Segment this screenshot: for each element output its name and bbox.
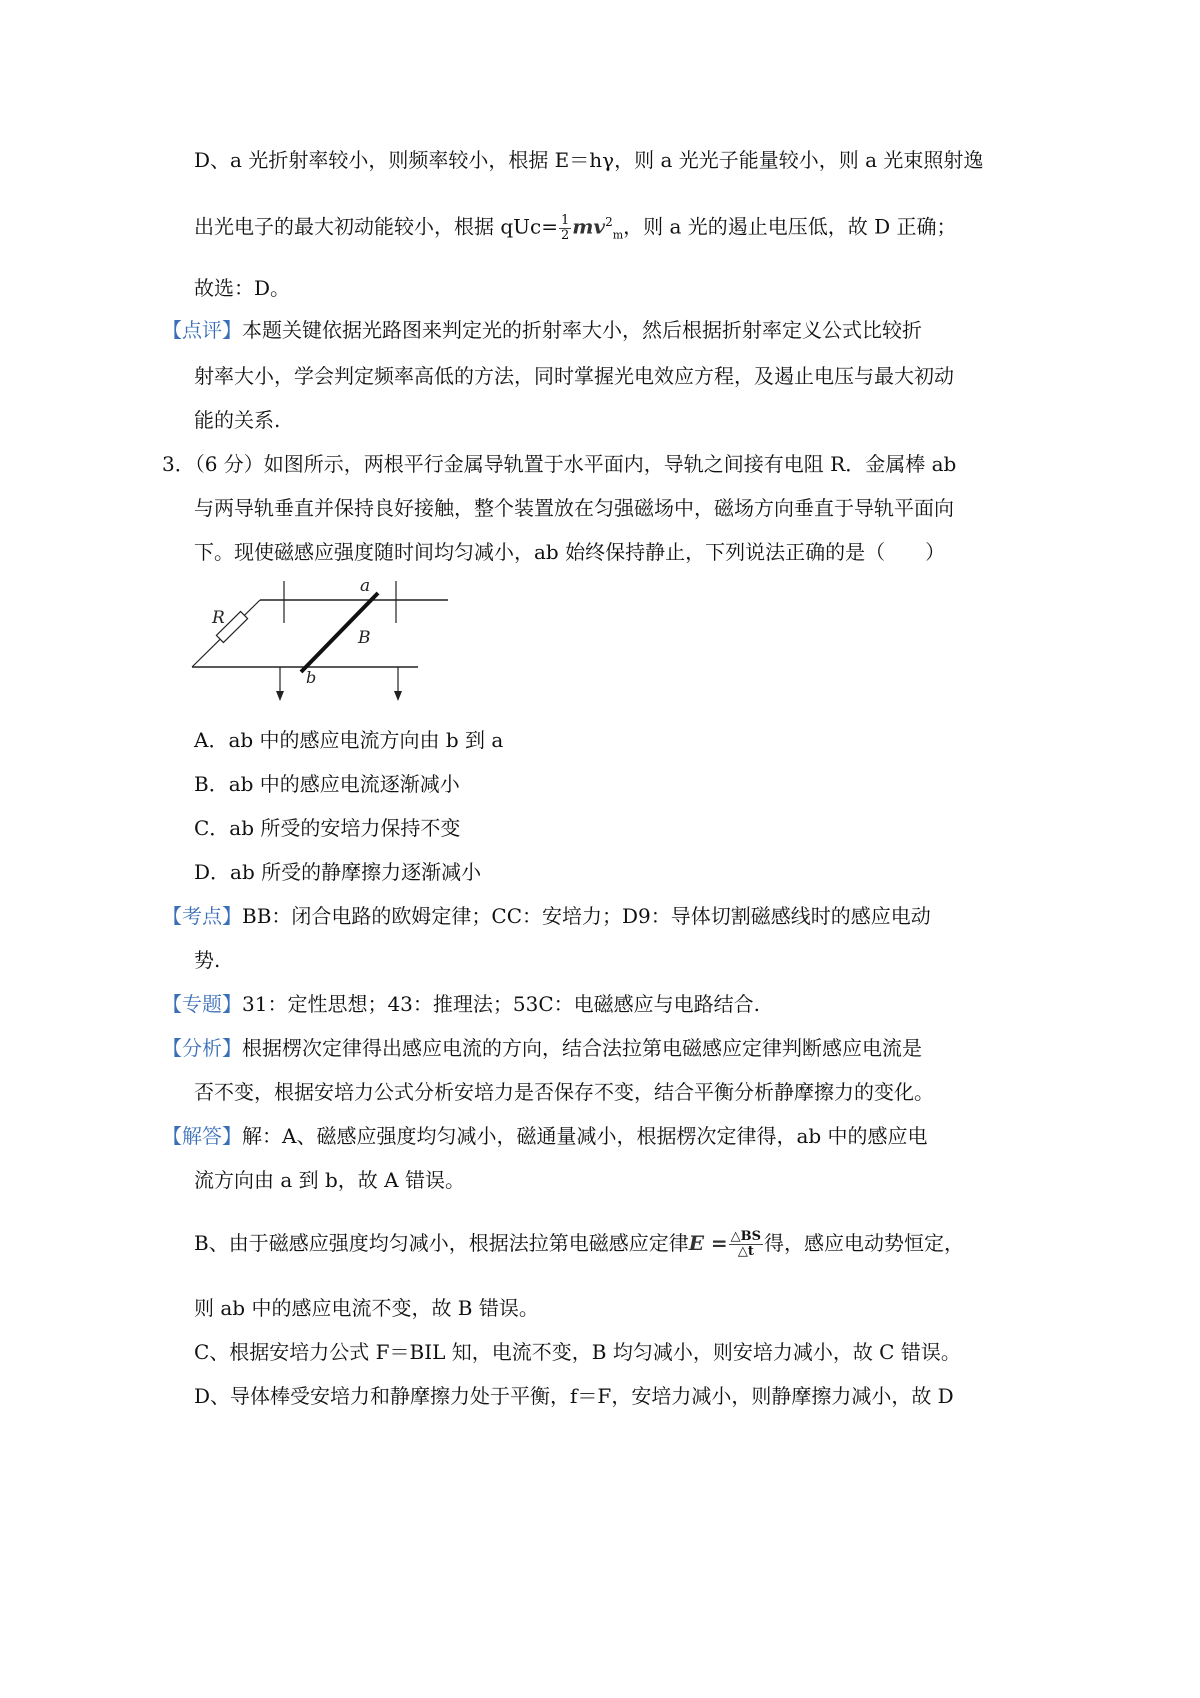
text-line: D、导体棒受安培力和静摩擦力处于平衡，f＝F，安培力减小，则静摩擦力减小，故 D bbox=[194, 1384, 954, 1408]
field-arrow-right bbox=[394, 691, 402, 701]
text-span: 出光电子的最大初动能较小，根据 qUc= bbox=[194, 214, 558, 239]
formula-denominator: 2 bbox=[560, 227, 570, 243]
text-span: BB：闭合电路的欧姆定律；CC：安培力；D9：导体切割磁感线时的感应电动 bbox=[242, 904, 931, 928]
text-line: 射率大小，学会判定频率高低的方法，同时掌握光电效应方程，及遏止电压与最大初动 bbox=[194, 364, 954, 388]
question-line: 与两导轨垂直并保持良好接触，整个装置放在匀强磁场中，磁场方向垂直于导轨平面向 bbox=[194, 496, 954, 520]
text-line: 势. bbox=[194, 948, 221, 972]
text-line: D、a 光折射率较小，则频率较小，根据 E＝hγ，则 a 光光子能量较小，则 a 光束照射逸 bbox=[194, 148, 984, 172]
formula-numerator: △BS bbox=[730, 1229, 762, 1244]
question-line: 3．（6 分）如图所示，两根平行金属导轨置于水平面内，导轨之间接有电阻 R．金属棒 ab bbox=[162, 452, 957, 476]
text-line bbox=[162, 1124, 928, 1148]
text-line bbox=[162, 318, 922, 342]
label-a: a bbox=[360, 576, 371, 596]
text-line bbox=[194, 210, 957, 248]
comment-tag: 【点评】 bbox=[162, 318, 242, 342]
text-line bbox=[162, 904, 931, 928]
text-line: 流方向由 a 到 b，故 A 错误。 bbox=[194, 1168, 465, 1192]
text-span: 本题关键依据光路图来判定光的折射率大小，然后根据折射率定义公式比较折 bbox=[242, 318, 922, 342]
text-span: 31：定性思想；43：推理法；53C：电磁感应与电路结合. bbox=[242, 992, 761, 1016]
option-c: C．ab 所受的安培力保持不变 bbox=[194, 816, 461, 840]
text-line bbox=[162, 1036, 922, 1060]
text-span: 得，感应电动势恒定， bbox=[764, 1231, 965, 1255]
option-b: B．ab 中的感应电流逐渐减小 bbox=[194, 772, 460, 796]
rail-circuit-diagram bbox=[180, 575, 470, 705]
option-d: D．ab 所受的静摩擦力逐渐减小 bbox=[194, 860, 482, 884]
text-span: 根据楞次定律得出感应电流的方向，结合法拉第电磁感应定律判断感应电流是 bbox=[242, 1036, 922, 1060]
fenxi-tag: 【分析】 bbox=[162, 1036, 242, 1060]
zhuanti-tag: 【专题】 bbox=[162, 992, 242, 1016]
text-span: B、由于磁感应强度均匀减小，根据法拉第电磁感应定律 bbox=[194, 1231, 689, 1255]
formula-lhs: E = bbox=[688, 1231, 728, 1255]
formula-numerator: 1 bbox=[560, 212, 570, 228]
question-line: 下。现使磁感应强度随时间均匀减小，ab 始终保持静止，下列说法正确的是（ ） bbox=[194, 540, 946, 564]
label-b: b bbox=[306, 668, 317, 687]
option-a: A．ab 中的感应电流方向由 b 到 a bbox=[194, 728, 504, 752]
text-line: 否不变，根据安培力公式分析安培力是否保存不变，结合平衡分析静摩擦力的变化。 bbox=[194, 1080, 934, 1104]
text-line bbox=[162, 992, 760, 1016]
kaodian-tag: 【考点】 bbox=[162, 904, 242, 928]
formula-subscript: m bbox=[612, 228, 624, 242]
formula-fraction bbox=[559, 214, 571, 243]
text-line: C、根据安培力公式 F＝BIL 知，电流不变，B 均匀减小，则安培力减小，故 C 错误。 bbox=[194, 1340, 961, 1364]
jieda-tag: 【解答】 bbox=[162, 1124, 242, 1148]
text-line bbox=[194, 1230, 964, 1259]
text-span: 解：A、磁感应强度均匀减小，磁通量减小，根据楞次定律得，ab 中的感应电 bbox=[242, 1124, 928, 1148]
field-arrow-left bbox=[276, 691, 284, 701]
text-span: ，则 a 光的遏止电压低，故 D 正确； bbox=[623, 214, 957, 239]
text-line: 故选：D。 bbox=[194, 276, 291, 300]
formula-denominator: △t bbox=[737, 1244, 754, 1259]
text-line: 则 ab 中的感应电流不变，故 B 错误。 bbox=[194, 1296, 539, 1320]
label-R: R bbox=[212, 608, 225, 628]
formula-expression: mv bbox=[572, 214, 606, 239]
formula-fraction bbox=[729, 1230, 763, 1259]
label-B: B bbox=[358, 628, 371, 648]
text-line: 能的关系. bbox=[194, 408, 281, 432]
formula-superscript: 2 bbox=[605, 215, 613, 229]
